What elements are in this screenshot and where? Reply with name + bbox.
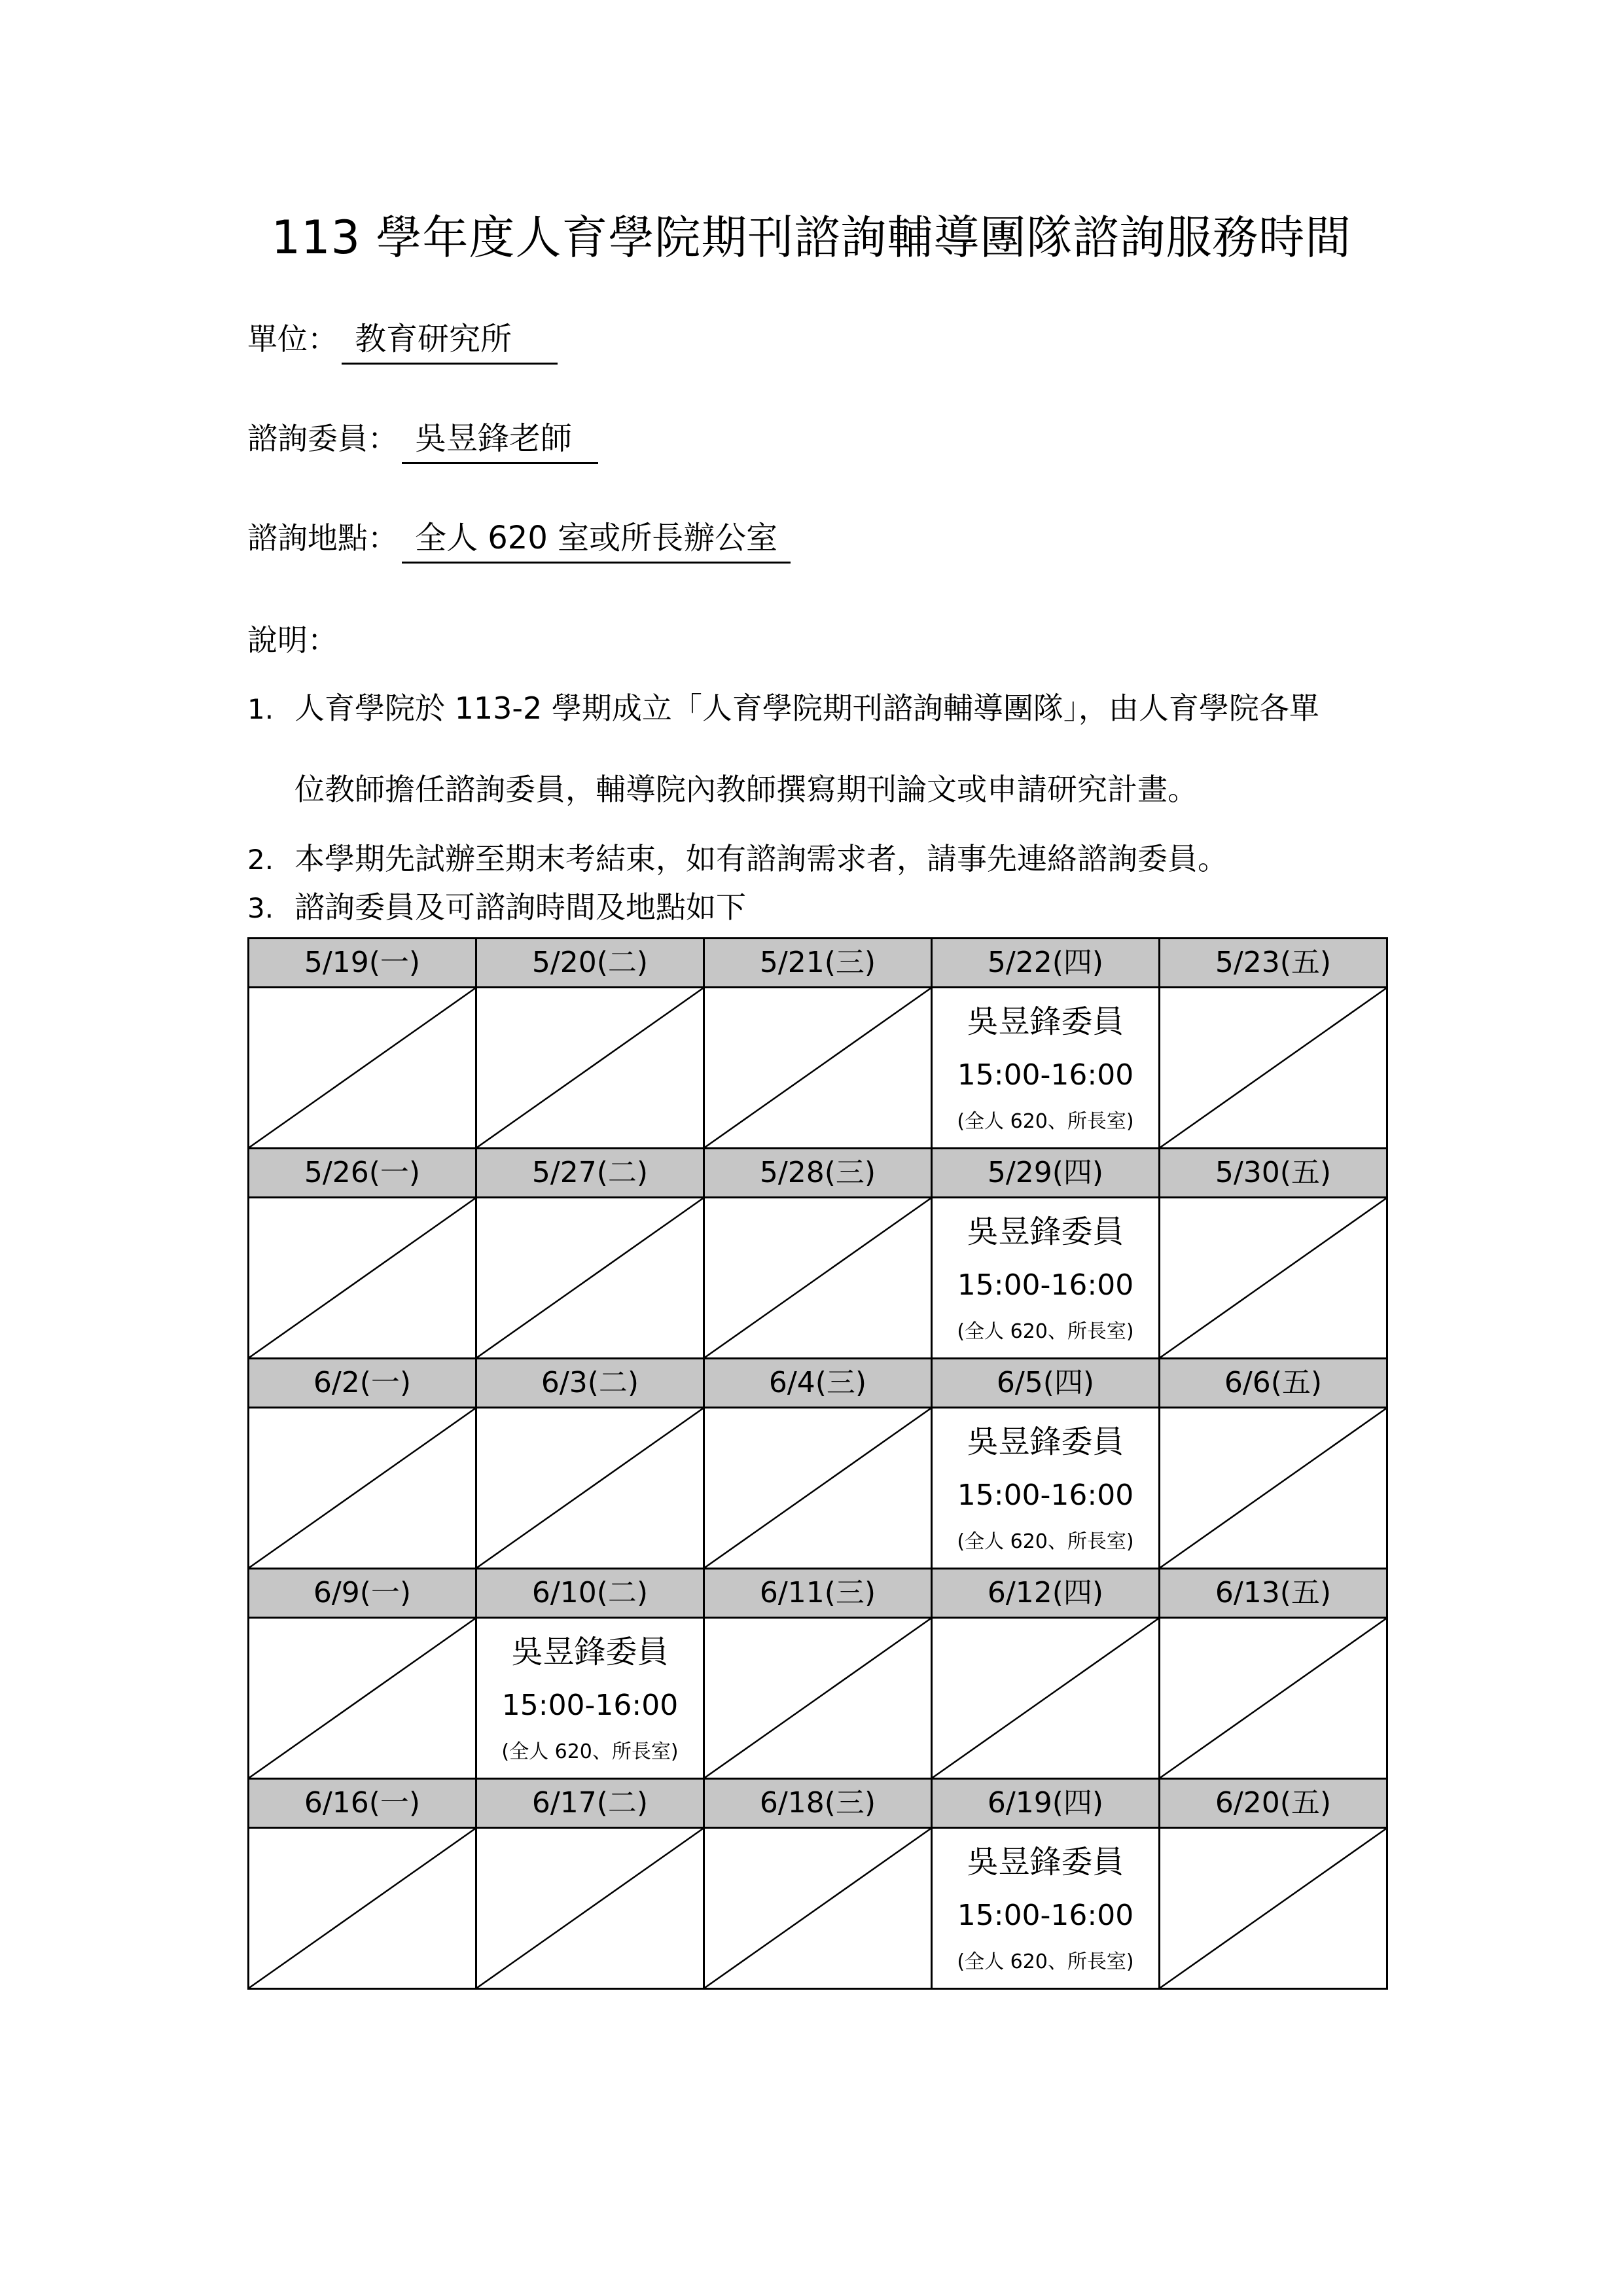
week-slot-row (249, 1828, 1387, 1989)
diagonal-strike-icon (705, 1408, 931, 1568)
date-header-cell: 6/18(三) (704, 1779, 932, 1828)
diagonal-strike-icon (249, 1408, 475, 1568)
consultation-slot-cell (932, 1408, 1160, 1569)
unavailable-slot-cell (476, 1408, 704, 1569)
unavailable-slot-cell (249, 1618, 476, 1779)
week-header-row (249, 1569, 1387, 1618)
committee-value: 吳昱鋒老師 (402, 419, 598, 464)
note-text: 諮詢委員及可諮詢時間及地點如下 (294, 889, 746, 925)
date-header-cell: 5/19(一) (249, 939, 476, 988)
diagonal-strike-icon (249, 1198, 475, 1357)
unavailable-slot-cell (476, 1198, 704, 1359)
unavailable-slot-cell (249, 988, 476, 1149)
date-header-cell: 5/20(二) (476, 939, 704, 988)
date-header-cell: 6/6(五) (1160, 1359, 1387, 1408)
unavailable-slot-cell (476, 1828, 704, 1989)
slot-time: 15:00-16:00 (957, 1898, 1134, 1932)
date-header-cell: 6/4(三) (704, 1359, 932, 1408)
consultation-slot-cell (476, 1618, 704, 1779)
week-slot-row (249, 988, 1387, 1149)
note-item-1-continued: 位教師擔任諮詢委員，輔導院內教師撰寫期刊論文或申請研究計畫。 (294, 772, 1198, 807)
unavailable-slot-cell (1160, 1618, 1387, 1779)
note-item-1 (247, 689, 1399, 729)
notes-heading: 說明： (247, 622, 338, 658)
date-header-cell: 6/17(二) (476, 1779, 704, 1828)
slot-committee-name: 吳昱鋒委員 (967, 1843, 1124, 1880)
week-slot-row (249, 1408, 1387, 1569)
date-header-cell: 6/10(二) (476, 1569, 704, 1618)
week-slot-row (249, 1618, 1387, 1779)
diagonal-strike-icon (705, 988, 931, 1147)
diagonal-strike-icon (477, 1198, 703, 1357)
date-header-cell: 6/5(四) (932, 1359, 1160, 1408)
unavailable-slot-cell (249, 1828, 476, 1989)
location-field (247, 518, 791, 564)
unit-label: 單位： (247, 321, 338, 357)
date-header-cell: 5/26(一) (249, 1149, 476, 1198)
diagonal-strike-icon (705, 1619, 931, 1778)
diagonal-strike-icon (477, 1829, 703, 1988)
diagonal-strike-icon (1160, 1408, 1386, 1568)
consultation-slot-cell (932, 1198, 1160, 1359)
diagonal-strike-icon (705, 1198, 931, 1357)
diagonal-strike-icon (477, 988, 703, 1147)
unavailable-slot-cell (1160, 988, 1387, 1149)
unavailable-slot-cell (1160, 1408, 1387, 1569)
unit-value: 教育研究所 (342, 319, 558, 365)
date-header-cell: 6/13(五) (1160, 1569, 1387, 1618)
diagonal-strike-icon (249, 1829, 475, 1988)
date-header-cell: 5/21(三) (704, 939, 932, 988)
diagonal-strike-icon (477, 1408, 703, 1568)
diagonal-strike-icon (249, 1619, 475, 1778)
unavailable-slot-cell (1160, 1198, 1387, 1359)
unit-field (247, 319, 558, 365)
location-value: 全人 620 室或所長辦公室 (402, 518, 791, 564)
unavailable-slot-cell (704, 988, 932, 1149)
date-header-cell: 6/3(二) (476, 1359, 704, 1408)
slot-time: 15:00-16:00 (957, 1478, 1134, 1512)
date-header-cell: 5/22(四) (932, 939, 1160, 988)
unavailable-slot-cell (249, 1198, 476, 1359)
slot-committee-name: 吳昱鋒委員 (967, 1213, 1124, 1250)
diagonal-strike-icon (1160, 1198, 1386, 1357)
note-number: 2. (247, 844, 274, 876)
committee-label: 諮詢委員： (247, 421, 398, 456)
slot-location: (全人 620、所長室) (957, 1319, 1134, 1343)
date-header-cell: 6/16(一) (249, 1779, 476, 1828)
date-header-cell: 5/30(五) (1160, 1149, 1387, 1198)
week-header-row (249, 1359, 1387, 1408)
diagonal-strike-icon (705, 1829, 931, 1988)
diagonal-strike-icon (1160, 1619, 1386, 1778)
week-header-row (249, 1779, 1387, 1828)
date-header-cell: 5/27(二) (476, 1149, 704, 1198)
week-slot-row (249, 1198, 1387, 1359)
diagonal-strike-icon (1160, 988, 1386, 1147)
page-title: 113 學年度人育學院期刊諮詢輔導團隊諮詢服務時間 (271, 211, 1352, 264)
slot-location: (全人 620、所長室) (957, 1950, 1134, 1973)
slot-committee-name: 吳昱鋒委員 (511, 1633, 669, 1670)
committee-field (247, 419, 598, 464)
diagonal-strike-icon (249, 988, 475, 1147)
consultation-slot-cell (932, 1828, 1160, 1989)
slot-committee-name: 吳昱鋒委員 (967, 1423, 1124, 1460)
slot-location: (全人 620、所長室) (957, 1530, 1134, 1553)
note-number: 1. (247, 693, 274, 725)
unavailable-slot-cell (704, 1828, 932, 1989)
unavailable-slot-cell (249, 1408, 476, 1569)
schedule-table (247, 937, 1388, 1990)
slot-time: 15:00-16:00 (957, 1058, 1134, 1092)
diagonal-strike-icon (933, 1619, 1158, 1778)
unavailable-slot-cell (704, 1618, 932, 1779)
consultation-slot-cell (932, 988, 1160, 1149)
unavailable-slot-cell (1160, 1828, 1387, 1989)
date-header-cell: 5/23(五) (1160, 939, 1387, 988)
diagonal-strike-icon (1160, 1829, 1386, 1988)
slot-location: (全人 620、所長室) (501, 1740, 679, 1763)
date-header-cell: 6/2(一) (249, 1359, 476, 1408)
date-header-cell: 5/29(四) (932, 1149, 1160, 1198)
note-text: 人育學院於 113-2 學期成立「人育學院期刊諮詢輔導團隊」，由人育學院各單 (294, 691, 1319, 726)
date-header-cell: 6/19(四) (932, 1779, 1160, 1828)
unavailable-slot-cell (932, 1618, 1160, 1779)
unavailable-slot-cell (704, 1408, 932, 1569)
date-header-cell: 6/12(四) (932, 1569, 1160, 1618)
unavailable-slot-cell (704, 1198, 932, 1359)
note-text: 本學期先試辦至期末考結束，如有諮詢需求者，請事先連絡諮詢委員。 (294, 841, 1228, 876)
unavailable-slot-cell (476, 988, 704, 1149)
location-label: 諮詢地點： (247, 520, 398, 556)
date-header-cell: 6/11(三) (704, 1569, 932, 1618)
slot-committee-name: 吳昱鋒委員 (967, 1003, 1124, 1040)
slot-time: 15:00-16:00 (501, 1688, 679, 1722)
note-number: 3. (247, 892, 274, 924)
date-header-cell: 6/9(一) (249, 1569, 476, 1618)
note-item-2 (247, 839, 1399, 880)
date-header-cell: 5/28(三) (704, 1149, 932, 1198)
note-item-3 (247, 888, 1399, 928)
slot-time: 15:00-16:00 (957, 1268, 1134, 1302)
date-header-cell: 6/20(五) (1160, 1779, 1387, 1828)
week-header-row (249, 1149, 1387, 1198)
week-header-row (249, 939, 1387, 988)
slot-location: (全人 620、所長室) (957, 1109, 1134, 1133)
